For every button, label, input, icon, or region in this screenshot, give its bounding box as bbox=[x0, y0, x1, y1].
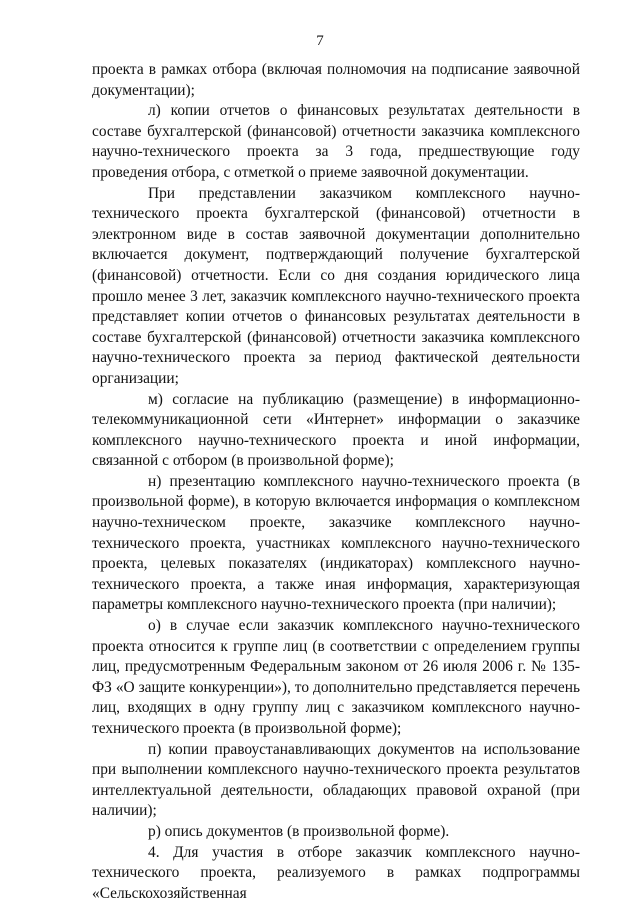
paragraph: м) согласие на публикацию (размещение) в информационно-телекоммуникационной сети «Интернет» информации о заказчике комплексного научно-технического проекта и иной информации, связанной с отбором (в произвольной форме); bbox=[92, 390, 580, 470]
document-body bbox=[92, 60, 580, 904]
paragraph: проекта в рамках отбора (включая полномочия на подписание заявочной документации); bbox=[92, 61, 580, 99]
paragraph: п) копии правоустанавливающих документов на использование при выполнении комплексного научно-технического проекта результатов интеллектуальной деятельности, обладающих правовой охраной (при наличии); bbox=[92, 740, 580, 820]
page-number: 7 bbox=[316, 33, 324, 49]
paragraph: При представлении заказчиком комплексного научно-технического проекта бухгалтерской (финансовой) отчетности в электронном виде в состав заявочной документации дополнительно включается документ, подтверждающий получение бухгалтерской (финансовой) отчетности. Если со дня создания юридического лица прошло менее 3 лет, заказчик комплексного научно-технического проекта представляет копии отчетов о финансовых результатах деятельности в составе бухгалтерской (финансовой) отчетности заказчика комплексного научно-технического проекта за период фактической деятельности организации; bbox=[92, 184, 580, 387]
paragraph: 4. Для участия в отборе заказчик комплексного научно-технического проекта, реализуемого в рамках подпрограммы «Сельскохозяйственная bbox=[92, 843, 580, 902]
paragraph: р) опись документов (в произвольной форме). bbox=[148, 822, 450, 840]
paragraph: о) в случае если заказчик комплексного научно-технического проекта относится к группе лиц (в соответствии с определением группы лиц, предусмотренным Федеральным законом от 26 июля 2006 г. № 135-ФЗ «О защите конкуренции»), то дополнительно представляется перечень лиц, входящих в одну группу лиц с заказчиком комплексного научно-технического проекта (в произвольной форме); bbox=[92, 617, 580, 737]
paragraph: н) презентацию комплексного научно-технического проекта (в произвольной форме), в которую включается информация о комплексном научно-техническом проекте, заказчике комплексного научно-технического проекта, участниках комплексного научно-технического проекта, целевых показателях (индикаторах) комплексного научно-технического проекта, а также иная информация, характеризующая параметры комплексного научно-технического проекта (при наличии); bbox=[92, 472, 580, 614]
paragraph: л) копии отчетов о финансовых результатах деятельности в составе бухгалтерской (финансовой) отчетности заказчика комплексного научно-технического проекта за 3 года, предшествующие году проведения отбора, с отметкой о приеме заявочной документации. bbox=[92, 102, 580, 181]
